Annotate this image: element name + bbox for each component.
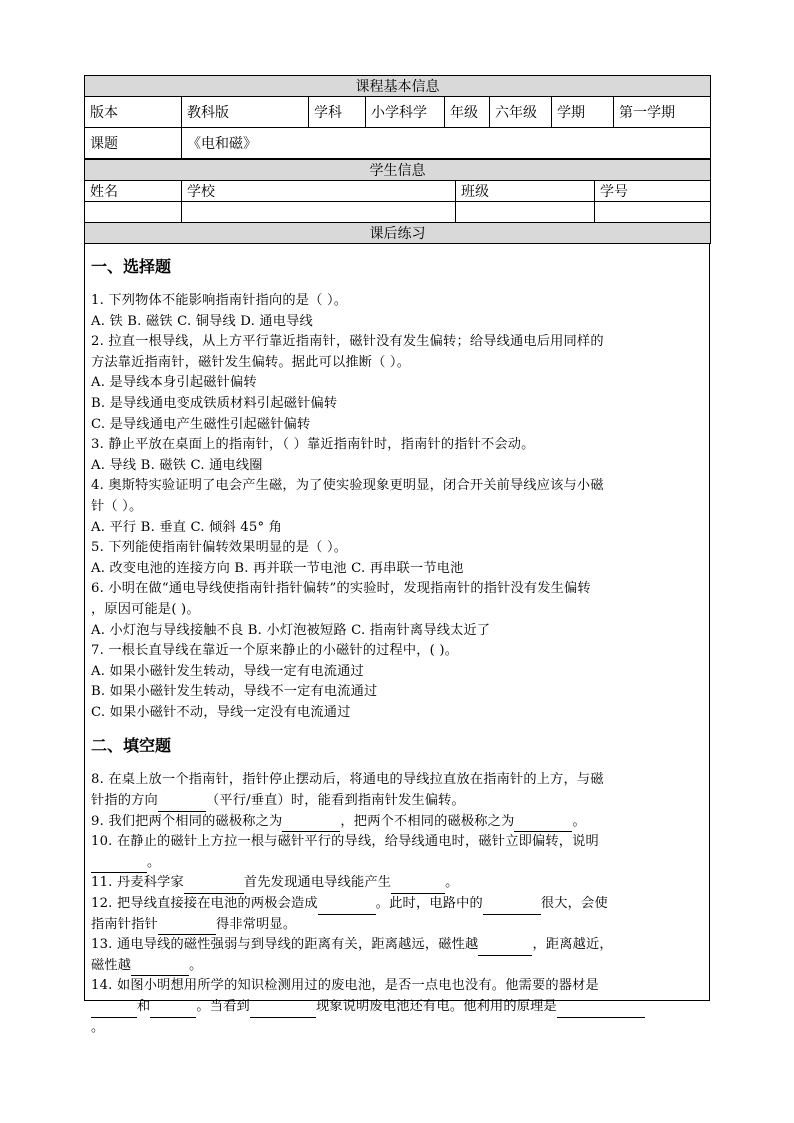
question-13-text-b: ，距离越近， [532,937,613,953]
question-6-line-2: ，原因可能是( )。 [91,601,200,617]
answer-blank[interactable] [184,879,244,894]
question-6-line-1: 6. 小明在做“通电导线使指南针指针偏转”的实验时，发现指南针的指针没有发生偏转 [91,581,591,597]
exercise-header: 课后练习 [85,223,711,244]
question-13-line-1 [91,935,703,956]
question-14-line-2 [91,997,703,1018]
question-2-option-b: B. 是导线通电变成铁质材料引起磁针偏转 [91,395,338,411]
question-8-line-2 [91,791,703,812]
subject-label: 学科 [309,97,366,128]
topic-label: 课题 [85,128,182,159]
question-4-line-2: 针（ ）。 [91,498,143,514]
question-8-line-1: 8. 在桌上放一个指南针，指针停止摆动后，将通电的导线拉直放在指南针的上方，与磁 [91,772,604,788]
section-title-fill: 二、填空题 [91,736,172,756]
question-5-options: A. 改变电池的连接方向 B. 再并联一节电池 C. 再串联一节电池 [91,560,464,576]
question-12-text-e: 得非常明显。 [215,916,297,932]
question-3: 3. 静止平放在桌面上的指南针，（ ）靠近指南针时，指南针的指针不会动。 [91,437,535,453]
question-14-line-3: 。 [91,1019,105,1035]
grade-label: 年级 [445,97,490,128]
question-10-line-2 [91,853,703,874]
question-14-text-b: 和 [137,999,151,1014]
question-6-options: A. 小灯泡与导线接触不良 B. 小灯泡被短路 C. 指南针离导线太近了 [91,622,491,638]
class-label: 班级 [456,181,595,202]
question-7-option-b: B. 如果小磁针发生转动，导线不一定有电流通过 [91,684,378,700]
question-14-text-d: 现象说明废电池还有电。他利用的原理是 [315,999,557,1014]
question-2-option-a: A. 是导线本身引起磁针偏转 [91,375,257,391]
topic-value: 《电和磁》 [182,128,711,159]
question-13-text-c: 磁性越 [91,957,132,973]
course-info-table [84,75,711,159]
question-11-text-a: 11. 丹麦科学家 [91,875,184,891]
question-10-line-1: 10. 在静止的磁针上方拉一根与磁针平行的导线，给导线通电时，磁针立即偏转，说明 [91,834,599,850]
question-4-options: A. 平行 B. 垂直 C. 倾斜 45° 角 [91,519,283,535]
question-8-text-a: 针指的方向 [91,793,158,809]
school-field[interactable] [182,202,456,223]
answer-blank[interactable] [483,900,541,915]
question-11-text-b: 首先发现通电导线能产生 [243,875,392,891]
question-7: 7. 一根长直导线在靠近一个原来静止的小磁针的过程中，( )。 [91,643,459,659]
school-label: 学校 [182,181,456,202]
question-11-text-c: 。 [445,875,459,891]
question-7-option-c: C. 如果小磁针不动，导线一定没有电流通过 [91,704,351,720]
subject-value: 小学科学 [366,97,445,128]
question-1: 1. 下列物体不能影响指南针指向的是（ ）。 [91,293,348,308]
question-14-text-c: 。当看到 [196,999,250,1014]
answer-blank[interactable] [150,1003,196,1018]
question-13-text-d: 。 [189,957,203,973]
answer-blank[interactable] [391,879,445,894]
question-3-options: A. 导线 B. 磁铁 C. 通电线圈 [91,457,263,473]
term-value: 第一学期 [614,97,711,128]
answer-blank[interactable] [131,961,189,976]
question-12-line-2 [91,915,703,936]
answer-blank[interactable] [318,900,376,915]
question-2-line-1: 2. 拉直一根导线，从上方平行靠近指南针，磁针没有发生偏转；给导线通电后用同样的 [91,334,604,350]
question-4-line-1: 4. 奥斯特实验证明了电会产生磁，为了使实验现象更明显，闭合开关前导线应该与小磁 [91,478,604,494]
answer-blank[interactable] [282,817,340,832]
answer-blank[interactable] [158,920,216,935]
grade-value: 六年级 [490,97,552,128]
question-5: 5. 下列能使指南针偏转效果明显的是（ ）。 [91,540,348,556]
question-2-line-2: 方法靠近指南针，磁针发生偏转。据此可以推断（ ）。 [91,354,411,370]
question-12-text-d: 指南针指针 [91,916,158,932]
exercise-body [84,244,710,1035]
name-label: 姓名 [85,181,182,202]
question-10-text-end: 。 [147,854,161,870]
answer-blank[interactable] [91,1003,137,1018]
class-field[interactable] [456,202,595,223]
question-12-text-b: 。此时，电路中的 [375,896,483,912]
answer-blank[interactable] [478,941,532,956]
question-13-line-2 [91,956,703,977]
answer-blank[interactable] [91,858,147,873]
question-7-option-a: A. 如果小磁针发生转动，导线一定有电流通过 [91,663,364,679]
version-label: 版本 [85,97,182,128]
student-id-field[interactable] [595,202,711,223]
question-12-line-1 [91,894,703,915]
answer-blank[interactable] [158,797,206,812]
answer-blank[interactable] [557,1003,645,1018]
question-14-line-1: 14. 如图小明想用所学的知识检测用过的废电池，是否一点电也没有。他需要的器材是 [91,978,599,994]
question-9-text-b: ，把两个不相同的磁极称之为 [340,813,515,829]
student-info-header: 学生信息 [85,160,711,181]
question-2-option-c: C. 是导线通电产生磁性引起磁针偏转 [91,416,311,432]
student-id-label: 学号 [595,181,711,202]
term-label: 学期 [552,97,614,128]
version-value: 教科版 [182,97,309,128]
worksheet [84,75,710,1035]
name-field[interactable] [85,202,182,223]
question-11 [91,873,703,894]
section-title-choice: 一、选择题 [91,257,172,276]
answer-blank[interactable] [250,1003,316,1018]
question-8-text-b: （平行/垂直）时，能看到指南针发生偏转。 [205,793,465,809]
question-12-text-a: 12. 把导线直接接在电池的两极会造成 [91,896,318,912]
course-info-header: 课程基本信息 [85,76,711,97]
question-9-text-c: 。 [572,813,586,829]
question-1-options: A. 铁 B. 磁铁 C. 铜导线 D. 通电导线 [91,313,313,329]
question-9-text-a: 9. 我们把两个相同的磁极称之为 [91,813,283,829]
answer-blank[interactable] [514,817,572,832]
question-12-text-c: 很大，会使 [540,896,608,912]
student-info-table [84,159,711,244]
question-9 [91,812,703,833]
question-13-text-a: 13. 通电导线的磁性强弱与到导线的距离有关，距离越远，磁性越 [91,937,479,953]
